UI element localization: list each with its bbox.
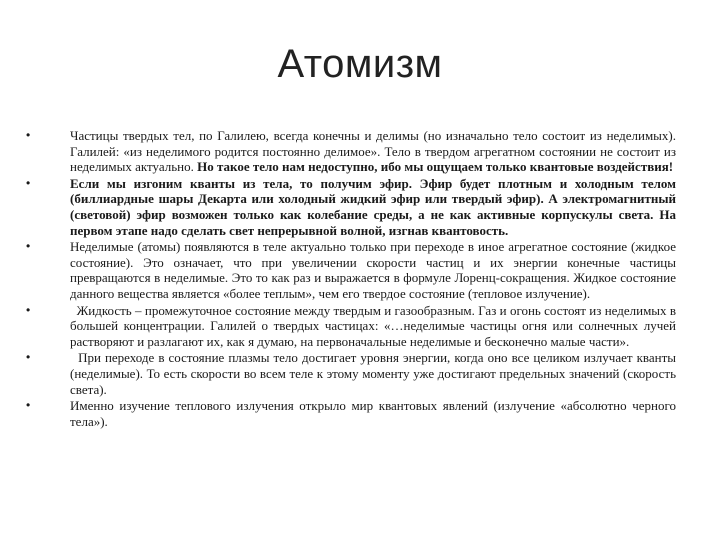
bullet-icon: •: [26, 350, 31, 365]
bullet-icon: •: [26, 175, 31, 190]
item-text-bold: Если мы изгоним кванты из тела, то получим эфир. Эфир будет плотным и холодным телом (биллиардные шары Декарта или холодный жидкий эфир или твердый эфир). А электромагнитный (световой) эфир возможен только как колебание среды, а не как активные корпускулы света. На первом этапе надо сделать свет непрерывной волной, изгнав квантовость.: [70, 175, 676, 238]
bullet-icon: •: [26, 128, 31, 142]
item-text: Именно изучение теплового излучения открыло мир квантовых явлений (излучение «абсолютно черного тела»).: [70, 398, 676, 429]
item-text: Частицы твердых тел, по Галилею, всегда конечны и делимы (но изначально тело состоит из неделимых). Галилей: «из неделимого родится постоянно делимое». Тело в твердом агрегатном состоянии не состоит из неделимых актуально.: [70, 128, 676, 175]
list-item: [26, 350, 680, 397]
item-text: Неделимые (атомы) появляются в теле актуально только при переходе в иное агрегатное состояние (жидкое состояние). Это означает, что при увеличении скорости частиц и их энергии конечные частицы превращаются в неделимые. Это то как раз и выражается в формуле Лоренц-сокращения. Жидкое состояние данного вещества является «более теплым», чем его твердое состояние (тепловое излучение).: [70, 239, 676, 301]
bullet-icon: •: [26, 302, 31, 317]
bullet-icon: •: [26, 239, 31, 254]
bullet-list: [26, 128, 680, 430]
list-item: [26, 398, 676, 429]
item-text-bold: Но такое тело нам недоступно, ибо мы ощущаем только квантовые воздействия!: [193, 159, 674, 175]
list-item: [26, 239, 676, 301]
list-item: [26, 176, 676, 238]
item-text: При переходе в состояние плазмы тело достигает уровня энергии, когда оно все целиком излучает кванты (неделимые). То есть скорости во всем теле к этому моменту уже достигают предельных значений (скорость света).: [70, 350, 680, 397]
list-item: [26, 302, 680, 350]
bullet-icon: •: [26, 398, 31, 413]
list-item: [26, 128, 676, 175]
item-text: Жидкость – промежуточное состояние между твердым и газообразным. Газ и огонь состоят из неделимых в большей концентрации. Галилей о твердых частицах: «…неделимые частицы огня или солнечных лучей растворяют и разлагают их, как я думаю, на первоначальные неделимые и бесконечно малые части».: [70, 302, 680, 349]
slide-title: Атомизм: [277, 42, 443, 86]
